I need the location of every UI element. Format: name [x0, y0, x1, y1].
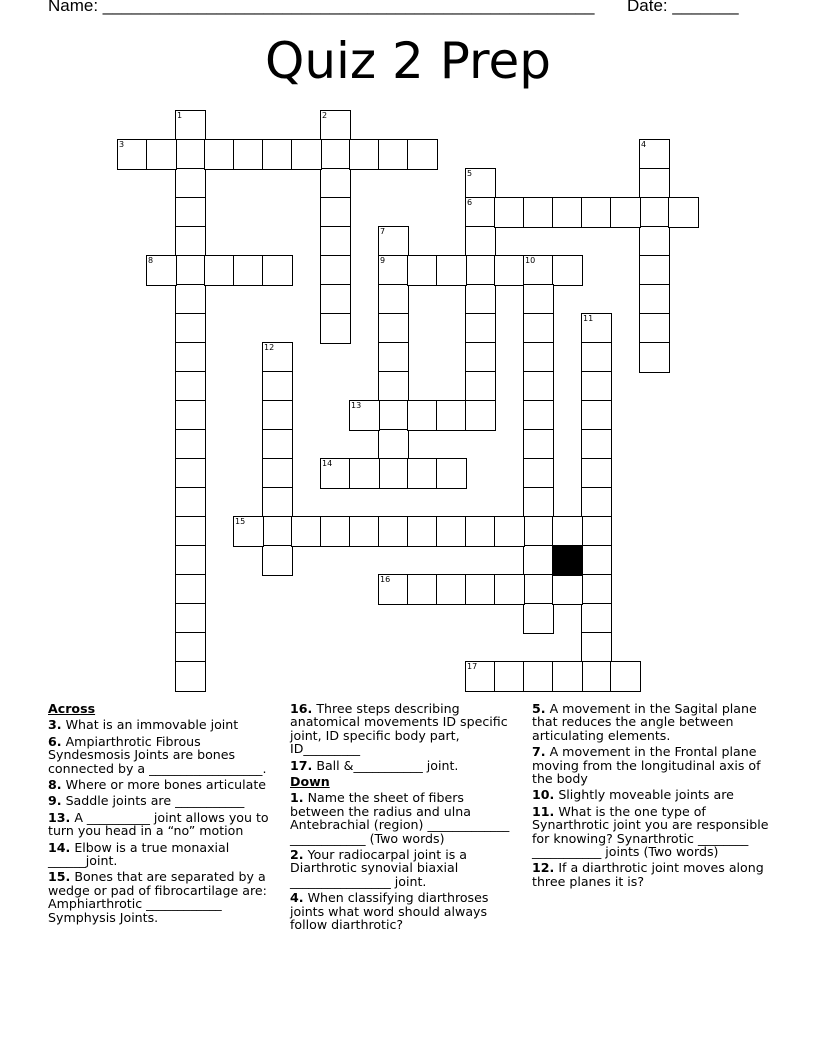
clue-11 [532, 805, 772, 859]
grid-cell[interactable] [262, 516, 293, 547]
grid-cell[interactable] [465, 168, 496, 199]
clue-10 [532, 788, 772, 801]
grid-cell[interactable] [552, 516, 583, 547]
clue-text: When classifying diarthroses joints what word should always follow diarthrotic? [290, 890, 489, 933]
grid-cell[interactable] [175, 429, 206, 460]
grid-cell[interactable] [175, 226, 206, 257]
clue-text: Your radiocarpal joint is a Diarthrotic synovial biaxial ________________ joint. [290, 847, 467, 889]
grid-cell[interactable] [262, 400, 293, 431]
grid-cell[interactable] [465, 284, 496, 315]
grid-cell[interactable] [175, 632, 206, 663]
clue-number: 11. [532, 803, 555, 819]
grid-cell[interactable] [175, 284, 206, 315]
clue-text: Name the sheet of fibers between the radius and ulna Antebrachial (region) _____________ ____________ (Two words) [290, 790, 510, 846]
grid-cell[interactable] [233, 516, 264, 547]
grid-cell[interactable] [639, 284, 670, 315]
clue-column-2 [290, 702, 522, 935]
grid-cell[interactable] [552, 197, 583, 228]
clue-12 [532, 861, 772, 888]
clue-number-14: 14 [322, 459, 333, 468]
clue-number: 7. [532, 744, 546, 760]
clue-number: 8. [48, 777, 62, 793]
clue-text: A movement in the Sagital plane that reduces the angle between articulating elements. [532, 701, 757, 743]
grid-cell[interactable] [175, 168, 206, 199]
grid-cell[interactable] [465, 661, 496, 692]
grid-cell[interactable] [523, 661, 554, 692]
grid-cell[interactable] [581, 371, 612, 402]
grid-cell[interactable] [378, 458, 409, 489]
clue-number: 12. [532, 860, 555, 876]
clue-4 [290, 891, 522, 931]
grid-cell[interactable] [581, 603, 612, 634]
grid-cell[interactable] [465, 574, 496, 605]
grid-cell[interactable] [581, 342, 612, 373]
black-cell [552, 545, 583, 576]
grid-cell[interactable] [407, 516, 438, 547]
grid-cell[interactable] [349, 516, 380, 547]
grid-cell[interactable] [204, 255, 235, 286]
grid-cell[interactable] [320, 458, 351, 489]
grid-cell[interactable] [378, 313, 409, 344]
grid-cell[interactable] [610, 197, 641, 228]
grid-cell[interactable] [523, 197, 554, 228]
grid-cell[interactable] [523, 545, 554, 576]
grid-cell[interactable] [523, 487, 554, 518]
grid-cell[interactable] [523, 458, 554, 489]
grid-cell[interactable] [407, 139, 438, 170]
grid-cell[interactable] [581, 197, 612, 228]
grid-cell[interactable] [378, 139, 409, 170]
grid-cell[interactable] [581, 574, 612, 605]
clue-text: A __________ joint allows you to turn you head in a “no” motion [48, 809, 269, 839]
clue-number-17: 17 [467, 662, 478, 671]
grid-cell[interactable] [494, 197, 525, 228]
name-field[interactable]: Name: ____________________________________________________ [48, 0, 595, 15]
grid-cell[interactable] [349, 400, 380, 431]
grid-cell[interactable] [639, 255, 670, 286]
grid-cell[interactable] [378, 226, 409, 257]
clue-number-10: 10 [525, 256, 536, 265]
grid-cell[interactable] [320, 516, 351, 547]
clue-text: Bones that are separated by a wedge or pad of fibrocartilage are: Amphiarthrotic ____________ Symphysis Joints. [48, 869, 267, 925]
grid-cell[interactable] [233, 255, 264, 286]
clue-17 [290, 759, 522, 772]
clue-number: 17. [290, 757, 313, 773]
clue-text: Slightly moveable joints are [554, 787, 734, 803]
clue-number-1: 1 [177, 111, 183, 120]
grid-cell[interactable] [465, 313, 496, 344]
clue-number: 5. [532, 701, 546, 716]
across-heading: Across [48, 701, 96, 716]
clue-9 [48, 794, 276, 807]
grid-cell[interactable] [465, 226, 496, 257]
clue-number-5: 5 [467, 169, 473, 178]
grid-cell[interactable] [378, 342, 409, 373]
clue-6 [48, 735, 276, 775]
grid-cell[interactable] [581, 632, 612, 663]
grid-cell[interactable] [436, 516, 467, 547]
clue-3 [48, 718, 276, 731]
grid-cell[interactable] [523, 255, 554, 286]
clue-number: 4. [290, 890, 304, 906]
clue-number: 6. [48, 733, 62, 749]
clue-number: 14. [48, 839, 71, 855]
grid-cell[interactable] [581, 487, 612, 518]
clue-text: Ball &___________ joint. [312, 757, 459, 773]
grid-cell[interactable] [262, 458, 293, 489]
clue-text: Elbow is a true monaxial ______joint. [48, 839, 230, 869]
grid-cell[interactable] [175, 197, 206, 228]
clue-column-1 [48, 702, 276, 927]
grid-cell[interactable] [320, 168, 351, 199]
grid-cell[interactable] [639, 197, 670, 228]
grid-cell[interactable] [320, 197, 351, 228]
clue-number: 13. [48, 809, 71, 825]
clue-text: Ampiarthrotic Fibrous Syndesmosis Joints are bones connected by a __________________. [48, 733, 267, 776]
grid-cell[interactable] [407, 255, 438, 286]
grid-cell[interactable] [581, 313, 612, 344]
grid-cell[interactable] [639, 168, 670, 199]
grid-cell[interactable] [117, 139, 148, 170]
grid-cell[interactable] [407, 458, 438, 489]
grid-cell[interactable] [639, 313, 670, 344]
grid-cell[interactable] [523, 284, 554, 315]
grid-cell[interactable] [610, 661, 641, 692]
clue-number-8: 8 [148, 256, 154, 265]
grid-cell[interactable] [175, 574, 206, 605]
grid-cell[interactable] [523, 574, 554, 605]
clue-7 [532, 745, 772, 785]
clue-number: 9. [48, 793, 62, 809]
grid-cell[interactable] [378, 574, 409, 605]
clue-number-16: 16 [380, 575, 391, 584]
grid-cell[interactable] [552, 661, 583, 692]
grid-cell[interactable] [581, 400, 612, 431]
clue-number: 3. [48, 717, 62, 733]
grid-cell[interactable] [581, 661, 612, 692]
grid-cell[interactable] [291, 516, 322, 547]
grid-cell[interactable] [320, 313, 351, 344]
date-field[interactable]: Date: _______ [627, 0, 739, 15]
clue-13 [48, 811, 276, 838]
grid-cell[interactable] [523, 400, 554, 431]
grid-cell[interactable] [436, 400, 467, 431]
clue-text: Saddle joints are ___________ [61, 793, 245, 809]
clue-number-7: 7 [380, 227, 386, 236]
grid-cell[interactable] [175, 110, 206, 141]
clue-2 [290, 848, 522, 888]
grid-cell[interactable] [378, 371, 409, 402]
grid-cell[interactable] [175, 255, 206, 286]
grid-cell[interactable] [465, 400, 496, 431]
clue-16 [290, 702, 522, 756]
clue-number-13: 13 [351, 401, 362, 410]
clue-number-6: 6 [467, 198, 473, 207]
grid-cell[interactable] [523, 603, 554, 634]
grid-cell[interactable] [523, 516, 554, 547]
grid-cell[interactable] [262, 371, 293, 402]
grid-cell[interactable] [407, 400, 438, 431]
grid-cell[interactable] [494, 574, 525, 605]
clue-5 [532, 702, 772, 742]
down-clue-list-continued [532, 702, 772, 888]
clue-text: Where or more bones articulate [61, 777, 267, 793]
clue-number-3: 3 [119, 140, 125, 149]
grid-cell[interactable] [175, 313, 206, 344]
grid-cell[interactable] [465, 197, 496, 228]
clue-column-3 [532, 702, 772, 891]
grid-cell[interactable] [262, 545, 293, 576]
grid-cell[interactable] [378, 284, 409, 315]
clue-number-11: 11 [583, 314, 594, 323]
down-heading: Down [290, 774, 330, 790]
across-clue-list [48, 718, 276, 924]
clue-number: 1. [290, 790, 304, 806]
grid-cell[interactable] [175, 342, 206, 373]
grid-cell[interactable] [639, 226, 670, 257]
clue-14 [48, 841, 276, 868]
grid-cell[interactable] [494, 661, 525, 692]
grid-cell[interactable] [436, 255, 467, 286]
clue-number: 15. [48, 869, 71, 885]
grid-cell[interactable] [320, 284, 351, 315]
grid-cell[interactable] [262, 429, 293, 460]
grid-cell[interactable] [378, 255, 409, 286]
grid-cell[interactable] [175, 400, 206, 431]
grid-cell[interactable] [320, 255, 351, 286]
grid-cell[interactable] [581, 458, 612, 489]
grid-cell[interactable] [175, 371, 206, 402]
grid-cell[interactable] [320, 139, 351, 170]
grid-cell[interactable] [320, 226, 351, 257]
grid-cell[interactable] [668, 197, 699, 228]
clue-number: 2. [290, 847, 304, 863]
grid-cell[interactable] [552, 255, 583, 286]
grid-cell[interactable] [262, 139, 293, 170]
clue-text: If a diarthrotic joint moves along three planes it is? [532, 860, 764, 889]
grid-cell[interactable] [523, 342, 554, 373]
grid-cell[interactable] [523, 371, 554, 402]
grid-cell[interactable] [523, 313, 554, 344]
grid-cell[interactable] [175, 516, 206, 547]
grid-cell[interactable] [291, 139, 322, 170]
clue-number-9: 9 [380, 256, 386, 265]
clue-number-15: 15 [235, 517, 246, 526]
clue-text: Three steps describing anatomical movements ID specific joint, ID specific body part, ID_________ [290, 701, 508, 757]
grid-cell[interactable] [146, 139, 177, 170]
grid-cell[interactable] [349, 458, 380, 489]
grid-cell[interactable] [175, 458, 206, 489]
clue-number-4: 4 [641, 140, 647, 149]
grid-cell[interactable] [204, 139, 235, 170]
clue-number-2: 2 [322, 111, 328, 120]
grid-cell[interactable] [175, 545, 206, 576]
clue-text: What is an immovable joint [61, 717, 239, 733]
grid-cell[interactable] [175, 661, 206, 692]
clue-text: What is the one type of Synarthrotic joint you are responsible for knowing? Synarthrotic ________ ___________ joints (Two words) [532, 803, 769, 860]
grid-cell[interactable] [407, 574, 438, 605]
grid-cell[interactable] [552, 574, 583, 605]
grid-cell[interactable] [494, 516, 525, 547]
grid-cell[interactable] [581, 516, 612, 547]
grid-cell[interactable] [378, 516, 409, 547]
clue-text: A movement in the Frontal plane moving from the longitudinal axis of the body [532, 744, 761, 787]
grid-cell[interactable] [175, 139, 206, 170]
clue-number: 16. [290, 701, 313, 716]
grid-cell[interactable] [436, 574, 467, 605]
grid-cell[interactable] [262, 487, 293, 518]
grid-cell[interactable] [465, 255, 496, 286]
grid-cell[interactable] [146, 255, 177, 286]
grid-cell[interactable] [436, 458, 467, 489]
clue-8 [48, 778, 276, 791]
grid-cell[interactable] [581, 429, 612, 460]
across-clue-list-continued [290, 702, 522, 772]
page-title: Quiz 2 Prep [264, 32, 551, 90]
grid-cell[interactable] [262, 342, 293, 373]
clue-number-12: 12 [264, 343, 275, 352]
grid-cell[interactable] [175, 603, 206, 634]
grid-cell[interactable] [349, 139, 380, 170]
grid-cell[interactable] [639, 139, 670, 170]
grid-cell[interactable] [523, 429, 554, 460]
grid-cell[interactable] [639, 342, 670, 373]
grid-cell[interactable] [494, 255, 525, 286]
clue-15 [48, 870, 276, 924]
grid-cell[interactable] [378, 429, 409, 460]
grid-cell[interactable] [320, 110, 351, 141]
grid-cell[interactable] [581, 545, 612, 576]
grid-cell[interactable] [233, 139, 264, 170]
clue-1 [290, 791, 522, 845]
down-clue-list [290, 791, 522, 931]
grid-cell[interactable] [175, 487, 206, 518]
grid-cell[interactable] [465, 516, 496, 547]
grid-cell[interactable] [378, 400, 409, 431]
grid-cell[interactable] [465, 342, 496, 373]
grid-cell[interactable] [465, 371, 496, 402]
clue-number: 10. [532, 787, 555, 803]
grid-cell[interactable] [262, 255, 293, 286]
